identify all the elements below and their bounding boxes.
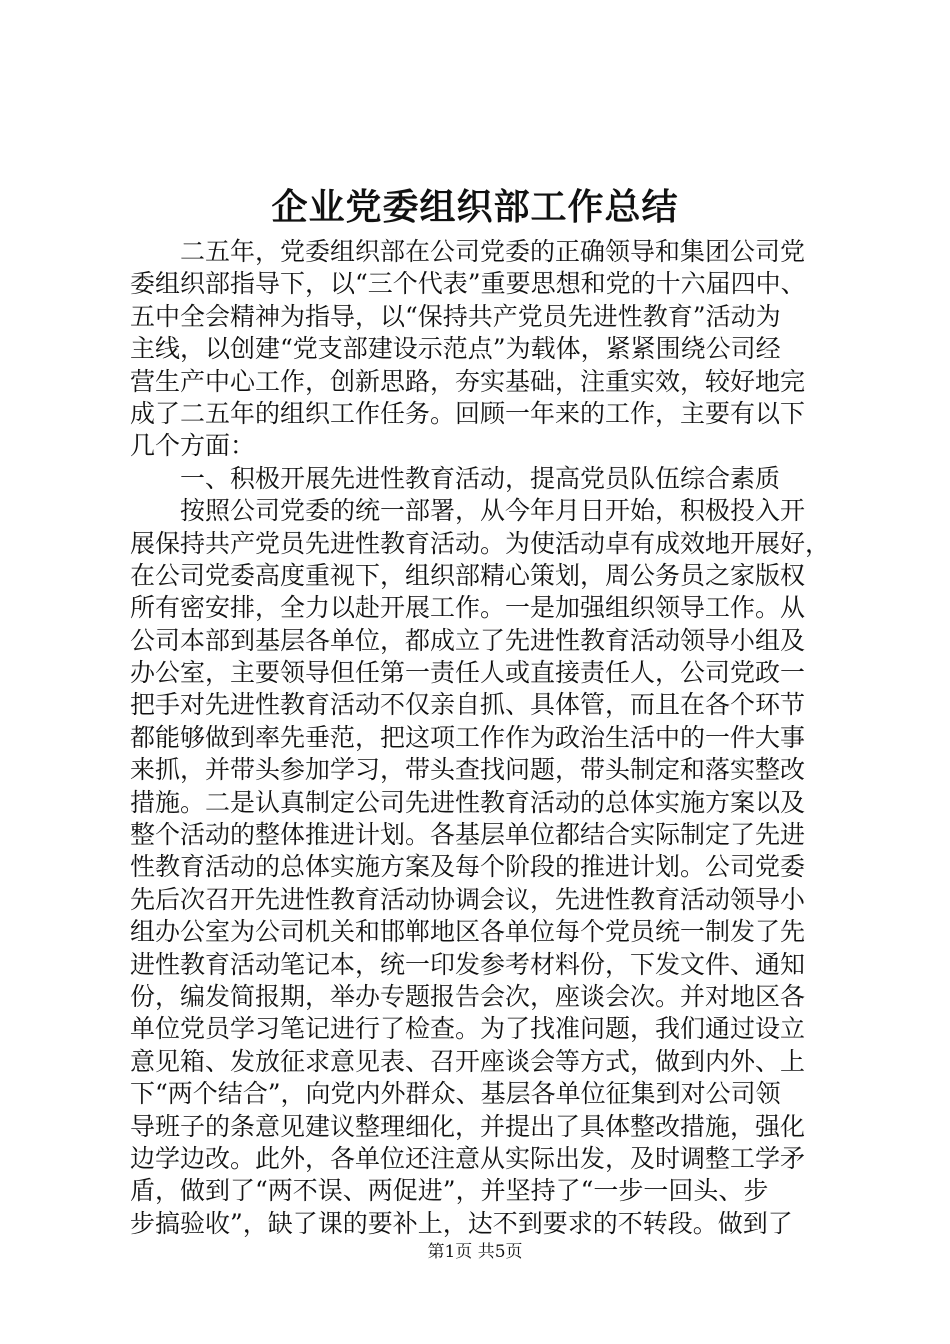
body-line: 在公司党委高度重视下，组织部精心策划，周公务员之家版权 (130, 560, 806, 590)
body-line: 都能够做到率先垂范，把这项工作作为政治生活中的一件大事 (130, 722, 806, 752)
body-line: 组办公室为公司机关和邯郸地区各单位每个党员统一制发了先 (130, 917, 806, 947)
body-line: 公司本部到基层各单位，都成立了先进性教育活动领导小组及 (130, 625, 806, 655)
body-line: 份，编发简报期，举办专题报告会次，座谈会次。并对地区各 (130, 981, 806, 1011)
body-line: 措施。二是认真制定公司先进性教育活动的总体实施方案以及 (130, 787, 806, 817)
body-line: 导班子的条意见建议整理细化，并提出了具体整改措施，强化 (130, 1111, 806, 1141)
body-line: 意见箱、发放征求意见表、召开座谈会等方式，做到内外、上 (130, 1046, 806, 1076)
body-line: 性教育活动的总体实施方案及每个阶段的推进计划。公司党委 (130, 852, 806, 882)
body-line: 把手对先进性教育活动不仅亲自抓、具体管，而且在各个环节 (130, 690, 806, 720)
body-line: 主线，以创建“党支部建设示范点”为载体，紧紧围绕公司经 (130, 334, 781, 364)
body-line: 办公室，主要领导但任第一责任人或直接责任人，公司党政一 (130, 658, 806, 688)
body-line: 按照公司党委的统一部署，从今年月日开始，积极投入开 (130, 496, 806, 526)
body-line: 盾，做到了“两不误、两促进”，并坚持了“一步一回头、步 (130, 1176, 769, 1206)
body-line: 所有密安排，全力以赴开展工作。一是加强组织领导工作。从 (130, 593, 806, 623)
body-line: 下“两个结合”，向党内外群众、基层各单位征集到对公司领 (130, 1079, 781, 1109)
body-line: 一、积极开展先进性教育活动，提高党员队伍综合素质 (130, 463, 781, 493)
body-line: 整个活动的整体推进计划。各基层单位都结合实际制定了先进 (130, 820, 806, 850)
body-line: 步搞验收”，缺了课的要补上，达不到要求的不转段。做到了 (130, 1208, 793, 1238)
body-line: 来抓，并带头参加学习，带头查找问题，带头制定和落实整改 (130, 755, 806, 785)
document-title: 企业党委组织部工作总结 (271, 186, 679, 228)
body-line: 单位党员学习笔记进行了检查。为了找准问题，我们通过设立 (130, 1014, 806, 1044)
body-line: 先后次召开先进性教育活动协调会议，先进性教育活动领导小 (130, 884, 806, 914)
body-line: 边学边改。此外，各单位还注意从实际出发，及时调整工学矛 (130, 1143, 806, 1173)
body-line: 成了二五年的组织工作任务。回顾一年来的工作，主要有以下 (130, 398, 806, 428)
body-line: 委组织部指导下，以“三个代表”重要思想和党的十六届四中、 (130, 269, 806, 299)
body-line: 二五年，党委组织部在公司党委的正确领导和集团公司党 (130, 237, 806, 266)
body-line: 五中全会精神为指导，以“保持共产党员先进性教育”活动为 (130, 301, 781, 331)
document-body (130, 236, 830, 1240)
body-line: 营生产中心工作，创新思路，夯实基础，注重实效，较好地完 (130, 366, 806, 396)
body-line: 展保持共产党员先进性教育活动。为使活动卓有成效地开展好， (130, 528, 831, 558)
page-footer: 第1页 共5页 (427, 1242, 523, 1262)
body-line: 几个方面： (130, 431, 256, 461)
body-line: 进性教育活动笔记本，统一印发参考材料份，下发文件、通知 (130, 949, 806, 979)
